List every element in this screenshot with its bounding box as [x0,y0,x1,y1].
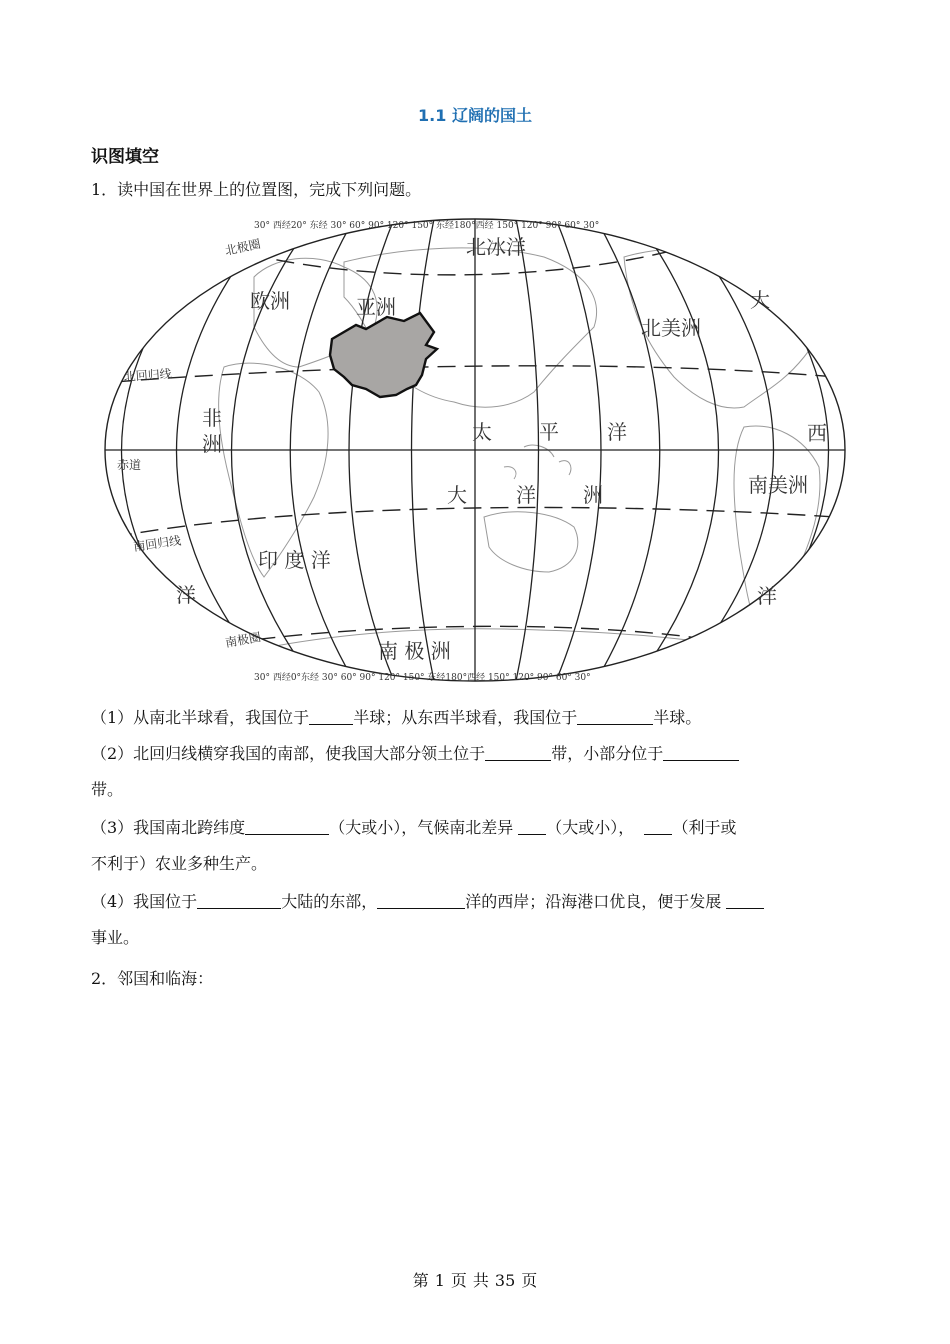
blank-4a[interactable] [197,892,281,909]
question-1: 1．读中国在世界上的位置图，完成下列问题。 [91,180,422,199]
sub-question-3 [91,810,861,882]
s3-text-d: （利于或 [672,818,737,837]
label-atlantic-2: 西 [807,421,827,445]
australia-outline [484,512,578,572]
sub-question-4 [91,884,861,956]
sub-question-1 [91,700,861,736]
label-north-america: 北美洲 [641,316,701,340]
label-atlantic-1: 大 [750,288,770,312]
footer-text-d: 页 [521,1271,538,1290]
label-tropic-cancer: 北回归线 [123,366,173,384]
label-antarctic-circle: 南极圈 [224,629,262,650]
page-number: 1 [434,1271,445,1290]
footer-text-b: 页 [450,1271,467,1290]
s1-text-c: 半球。 [653,708,702,727]
blank-2b[interactable] [663,744,739,761]
label-oceania-2: 洋 [516,483,536,507]
label-atlantic-3: 洋 [757,584,777,608]
label-equator: 赤道 [117,458,142,472]
page-footer [0,1268,950,1291]
section-heading: 识图填空 [91,147,159,167]
question-2: 2．邻国和临海： [91,969,214,988]
label-pacific-2: 平 [539,420,559,444]
blank-4c[interactable] [726,892,764,909]
blank-1b[interactable] [577,708,653,725]
world-map [104,217,846,683]
label-africa-1: 非 [202,406,222,430]
label-south-america: 南美洲 [748,473,808,497]
footer-text-c: 共 [472,1271,489,1290]
s3-text-a: （3）我国南北跨纬度 [91,818,246,837]
blank-3a[interactable] [245,818,329,835]
s3-text-b: （大或小），气候南北差异 [329,818,519,837]
s4-text-a: （4）我国位于 [91,892,198,911]
label-indian-ocean-2: 洋 [176,583,196,607]
label-pacific-1: 太 [472,420,492,444]
label-pacific-3: 洋 [607,420,627,444]
s4-text-b: 大陆的东部， [281,892,378,911]
page-title: 1.1 辽阔的国土 [418,106,532,125]
total-pages: 35 [494,1271,516,1290]
label-arctic-ocean: 北冰洋 [466,235,526,259]
label-indian-ocean: 印 度 洋 [258,548,331,572]
china-shape [330,313,437,397]
label-tropic-capricorn: 南回归线 [132,533,182,554]
blank-4b[interactable] [377,892,465,909]
s3-text-c: （大或小）， [546,818,635,837]
s3-text-e: 不利于）农业多种生产。 [91,854,268,873]
label-oceania-3: 洲 [583,483,603,507]
s1-text-b: 半球；从东西半球看，我国位于 [353,708,578,727]
s2-text-b: 带，小部分位于 [551,744,664,763]
blank-3b[interactable] [518,818,546,835]
label-arctic-circle: 北极圈 [223,236,262,258]
bottom-scale: 30° 西经0°东经 30° 60° 90° 120° 150° 东经180°西经 150° 120° 90° 60° 30° [254,673,591,683]
blank-1a[interactable] [309,708,353,725]
s2-text-c: 带。 [91,780,124,799]
blank-2a[interactable] [485,744,551,761]
sub-question-2 [91,736,861,808]
africa-outline [219,363,329,577]
label-oceania-1: 大 [447,483,467,507]
s4-text-d: 事业。 [91,928,140,947]
top-scale: 30° 西经20° 东经 30° 60° 90° 120° 150° 东经180°西经 150° 120° 90° 60° 30° [254,221,600,231]
blank-3c[interactable] [644,818,672,835]
label-antarctica: 南 极 洲 [378,639,451,663]
label-africa-2: 洲 [202,432,222,456]
footer-text-a: 第 [412,1271,429,1290]
label-asia: 亚洲 [356,295,396,319]
s4-text-c: 洋的西岸；沿海港口优良，便于发展 [465,892,727,911]
s1-text-a: （1）从南北半球看，我国位于 [91,708,310,727]
label-europe: 欧洲 [250,289,290,313]
s2-text-a: （2）北回归线横穿我国的南部，使我国大部分领土位于 [91,744,486,763]
